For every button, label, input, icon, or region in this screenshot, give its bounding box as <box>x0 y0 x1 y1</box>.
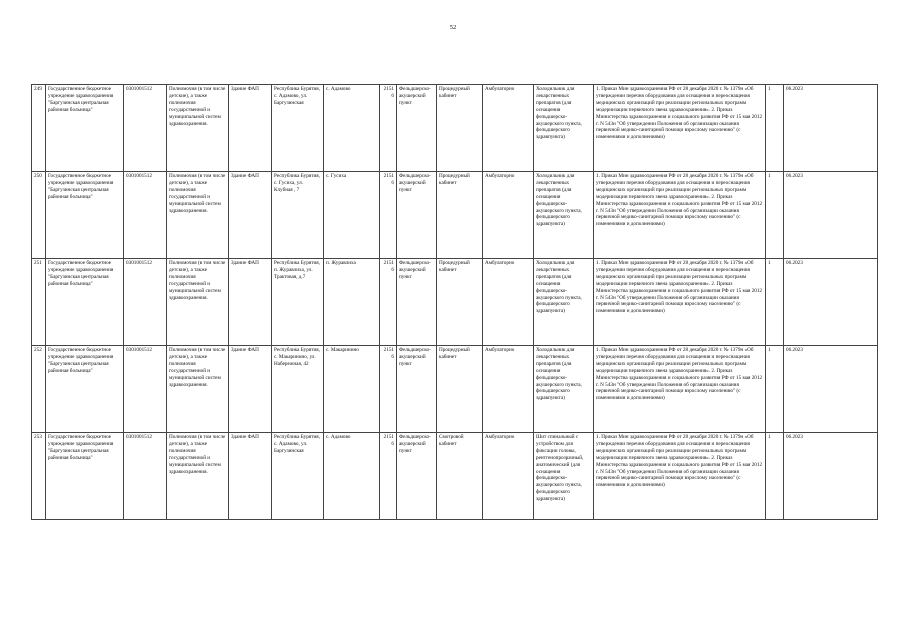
facility-address-cell: Республика Бурятия, п. Журавлиха, ул. Трактовая, д.7 <box>272 259 324 346</box>
equipment-name-cell: Шит спинальный с устройством для фиксации головы, рентгенопрозрачный, анатомический (для оснащения фельдшерско-акушерского пункта, фельдшерского здравпункта) <box>534 433 594 520</box>
quantity-cell: 1 <box>766 172 784 259</box>
row-number-cell: 249 <box>32 85 46 172</box>
organization-name-cell: Государственное бюджетное учреждение здравоохранения "Баргузинская центральная районная больница" <box>46 346 124 433</box>
facility-type-cell: Фельдшерско-акушерский пункт <box>397 259 437 346</box>
facility-address-cell: Республика Бурятия, с. Гусиха, ул. Клубная , 7 <box>272 172 324 259</box>
row-number-cell: 251 <box>32 259 46 346</box>
population-count-cell: 21516 <box>380 259 397 346</box>
legal-basis-cell: 1. Приказ Мин здравоохранения РФ от 28 декабря 2020 г. № 1379н «Об утверждении перечня оборудования для оснащения и переоснащения медицинских организаций при реализации региональных программ модернизации первичного звена здравоохранения». 2. Приказ Министерства здравоохранения и социального развития РФ от 15 мая 2012 г. N 543н "Об утверждении Положения об организации оказания первичной медико-санитарной помощи взрослому населению" (с изменениями и дополнениями) <box>594 433 766 520</box>
organization-name-cell: Государственное бюджетное учреждение здравоохранения "Баргузинская центральная районная больница" <box>46 85 124 172</box>
powers-description-cell: Полномочия (в том числе детские), а также полномочия государственной и муниципальной систем здравоохранения. <box>167 259 229 346</box>
care-form-cell: Амбулаторно <box>483 172 534 259</box>
organization-name-cell: Государственное бюджетное учреждение здравоохранения "Баргузинская центральная районная больница" <box>46 172 124 259</box>
population-count-cell: 21516 <box>380 85 397 172</box>
settlement-name-cell: п. Журавлиха <box>324 259 380 346</box>
facility-address-cell: Республика Бурятия, с. Адамово, ул. Баргузинская <box>272 433 324 520</box>
building-type-cell: Здание ФАП <box>229 172 272 259</box>
organization-code-cell: 0301001512 <box>124 346 167 433</box>
table-row <box>32 259 878 346</box>
delivery-date-cell: 06.2023 <box>784 172 878 259</box>
building-type-cell: Здание ФАП <box>229 433 272 520</box>
delivery-date-cell: 06.2023 <box>784 85 878 172</box>
table-row <box>32 433 878 520</box>
equipment-name-cell: Холодильник для лекарственных препаратов (для оснащения фельдшерско-акушерского пункта, фельдшерского здравпункта) <box>534 259 594 346</box>
room-type-cell: Процедурный кабинет <box>437 172 483 259</box>
organization-name-cell: Государственное бюджетное учреждение здравоохранения "Баргузинская центральная районная больница" <box>46 259 124 346</box>
facility-type-cell: Фельдшерско-акушерский пункт <box>397 85 437 172</box>
room-type-cell: Процедурный кабинет <box>437 259 483 346</box>
organization-code-cell: 0301001512 <box>124 433 167 520</box>
organization-code-cell: 0301001512 <box>124 259 167 346</box>
powers-description-cell: Полномочия (в том числе детские), а также полномочия государственной и муниципальной систем здравоохранения. <box>167 85 229 172</box>
powers-description-cell: Полномочия (в том числе детские), а также полномочия государственной и муниципальной систем здравоохранения. <box>167 346 229 433</box>
equipment-name-cell: Холодильник для лекарственных препаратов (для оснащения фельдшерско-акушерского пункта, фельдшерского здравпункта) <box>534 85 594 172</box>
settlement-name-cell: с. Адамово <box>324 433 380 520</box>
powers-description-cell: Полномочия (в том числе детские), а также полномочия государственной и муниципальной систем здравоохранения. <box>167 433 229 520</box>
table-row <box>32 172 878 259</box>
legal-basis-cell: 1. Приказ Мин здравоохранения РФ от 28 декабря 2020 г. № 1379н «Об утверждении перечня оборудования для оснащения и переоснащения медицинских организаций при реализации региональных программ модернизации первичного звена здравоохранения». 2. Приказ Министерства здравоохранения и социального развития РФ от 15 мая 2012 г. N 543н "Об утверждении Положения об организации оказания первичной медико-санитарной помощи взрослому населению" (с изменениями и дополнениями) <box>594 346 766 433</box>
facility-type-cell: Фельдшерско-акушерский пункт <box>397 172 437 259</box>
quantity-cell: 1 <box>766 346 784 433</box>
facility-type-cell: Фельдшерско-акушерский пункт <box>397 346 437 433</box>
room-type-cell: Процедурный кабинет <box>437 346 483 433</box>
quantity-cell: 1 <box>766 259 784 346</box>
organization-code-cell: 0301001512 <box>124 85 167 172</box>
population-count-cell: 21516 <box>380 172 397 259</box>
powers-description-cell: Полномочия (в том числе детские), а также полномочия государственной и муниципальной систем здравоохранения. <box>167 172 229 259</box>
building-type-cell: Здание ФАП <box>229 85 272 172</box>
row-number-cell: 253 <box>32 433 46 520</box>
settlement-name-cell: с. Гусиха <box>324 172 380 259</box>
facility-type-cell: Фельдшерско-акушерский пункт <box>397 433 437 520</box>
registry-table <box>31 84 878 520</box>
care-form-cell: Амбулаторно <box>483 259 534 346</box>
organization-code-cell: 0301001512 <box>124 172 167 259</box>
care-form-cell: Амбулаторно <box>483 85 534 172</box>
room-type-cell: Процедурный кабинет <box>437 85 483 172</box>
room-type-cell: Смотровой кабинет <box>437 433 483 520</box>
table-row <box>32 85 878 172</box>
organization-name-cell: Государственное бюджетное учреждение здравоохранения "Баргузинская центральная районная больница" <box>46 433 124 520</box>
legal-basis-cell: 1. Приказ Мин здравоохранения РФ от 28 декабря 2020 г. № 1379н «Об утверждении перечня оборудования для оснащения и переоснащения медицинских организаций при реализации региональных программ модернизации первичного звена здравоохранения». 2. Приказ Министерства здравоохранения и социального развития РФ от 15 мая 2012 г. N 543н "Об утверждении Положения об организации оказания первичной медико-санитарной помощи взрослому населению" (с изменениями и дополнениями) <box>594 85 766 172</box>
building-type-cell: Здание ФАП <box>229 259 272 346</box>
settlement-name-cell: с. Макаринино <box>324 346 380 433</box>
facility-address-cell: Республика Бурятия, с. Адамово, ул. Баргузинская <box>272 85 324 172</box>
delivery-date-cell: 06.2023 <box>784 259 878 346</box>
facility-address-cell: Республика Бурятия, с. Макаринино, ул. Набережная, 42 <box>272 346 324 433</box>
legal-basis-cell: 1. Приказ Мин здравоохранения РФ от 28 декабря 2020 г. № 1379н «Об утверждении перечня оборудования для оснащения и переоснащения медицинских организаций при реализации региональных программ модернизации первичного звена здравоохранения». 2. Приказ Министерства здравоохранения и социального развития РФ от 15 мая 2012 г. N 543н "Об утверждении Положения об организации оказания первичной медико-санитарной помощи взрослому населению" (с изменениями и дополнениями) <box>594 259 766 346</box>
care-form-cell: Амбулаторно <box>483 346 534 433</box>
delivery-date-cell: 06.2023 <box>784 433 878 520</box>
quantity-cell: 1 <box>766 85 784 172</box>
legal-basis-cell: 1. Приказ Мин здравоохранения РФ от 28 декабря 2020 г. № 1379н «Об утверждении перечня оборудования для оснащения и переоснащения медицинских организаций при реализации региональных программ модернизации первичного звена здравоохранения». 2. Приказ Министерства здравоохранения и социального развития РФ от 15 мая 2012 г. N 543н "Об утверждении Положения об организации оказания первичной медико-санитарной помощи взрослому населению" (с изменениями и дополнениями) <box>594 172 766 259</box>
population-count-cell: 21516 <box>380 433 397 520</box>
table-row <box>32 346 878 433</box>
row-number-cell: 250 <box>32 172 46 259</box>
settlement-name-cell: с. Адамово <box>324 85 380 172</box>
page-number: 52 <box>449 24 457 31</box>
building-type-cell: Здание ФАП <box>229 346 272 433</box>
quantity-cell: 1 <box>766 433 784 520</box>
row-number-cell: 252 <box>32 346 46 433</box>
delivery-date-cell: 06.2023 <box>784 346 878 433</box>
equipment-name-cell: Холодильник для лекарственных препаратов (для оснащения фельдшерско-акушерского пункта, фельдшерского здравпункта) <box>534 346 594 433</box>
equipment-name-cell: Холодильник для лекарственных препаратов (для оснащения фельдшерско-акушерского пункта, фельдшерского здравпункта) <box>534 172 594 259</box>
care-form-cell: Амбулаторно <box>483 433 534 520</box>
population-count-cell: 21516 <box>380 346 397 433</box>
